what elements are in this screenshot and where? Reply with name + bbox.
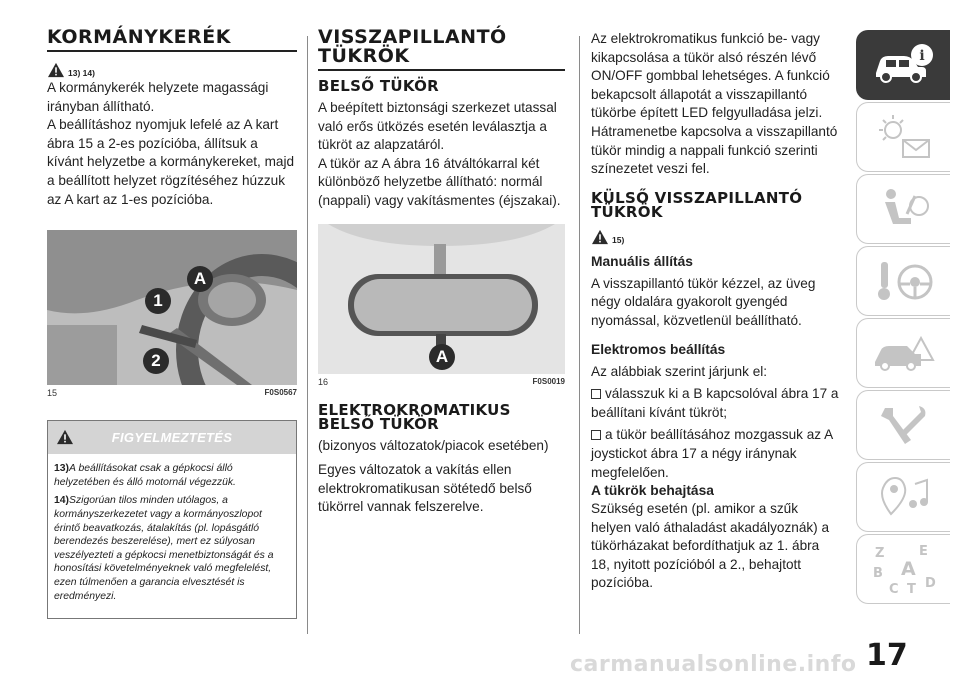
- warning-item: [54, 462, 290, 489]
- warning-triangle-icon: [47, 62, 65, 78]
- warning-item-text: A beállításokat csak a gépkocsi álló helyzetében és álló motornál végezzük.: [54, 463, 236, 488]
- figure-interior-mirror: [318, 224, 565, 374]
- warning-title: FIGYELMEZTETÉS: [111, 430, 233, 446]
- column-mirrors: [318, 28, 565, 517]
- subsection-title-exterior-mirrors-line1: KÜLSŐ VISSZAPILLANTÓ: [591, 188, 803, 207]
- index-letter: T: [906, 582, 916, 597]
- tab-multimedia[interactable]: [856, 462, 950, 532]
- subsection-title-electrochromic-line2: BELSŐ TÜKÖR: [318, 414, 439, 433]
- paragraph: A tükör az A ábra 16 átváltókarral két különböző helyzetbe állítható: normál (nappali) vagy vakításmentes (éjszakai).: [318, 155, 561, 208]
- subsection-title-interior-mirror: BELSŐ TÜKÖR: [318, 77, 439, 95]
- warning-lights-icon: [871, 112, 937, 162]
- warning-item: [54, 494, 290, 603]
- tab-emergency[interactable]: [856, 318, 950, 388]
- callout-a: A: [429, 344, 455, 370]
- subsection-title-exterior-mirrors-line2: TÜKRÖK: [591, 202, 663, 221]
- figure-code: F0S0019: [532, 376, 565, 386]
- warning-triangle-icon: [591, 229, 609, 245]
- index-letter: C: [888, 582, 899, 597]
- warning-triangle-icon: [56, 429, 74, 445]
- paragraph: Az alábbiak szerint járjunk el:: [591, 363, 768, 379]
- figure-code: F0S0567: [264, 388, 297, 398]
- heading-manual-adjustment: Manuális állítás: [591, 253, 693, 269]
- column-exterior-mirrors: [591, 30, 841, 593]
- warning-reference: [591, 223, 841, 245]
- warning-body: [48, 454, 296, 618]
- warning-item-text: Szigorúan tilos minden utólagos, a kormányszerkezetet vagy a kormányoszlopot érintő beavatkozás, átalakítás (pl. lopásgátló berendezés beszerelése), mert ez súlyosan veszélyezteti a gépkocsi menetbiztonságát és a honosítási követelményeknek való megfelelést, ezen túlmenően a garancia elvesztését is eredményezi.: [54, 495, 274, 602]
- key-steering-icon: [871, 256, 937, 306]
- info-glyph: i: [919, 48, 925, 64]
- heading-electric-adjustment: Elektromos beállítás: [591, 341, 726, 357]
- page-number: 17: [866, 638, 908, 673]
- alphabet-index-icon: [869, 541, 939, 597]
- tab-maintenance[interactable]: [856, 390, 950, 460]
- media-nav-icon: [871, 472, 937, 522]
- paragraph: (bizonyos változatok/piacok esetében): [318, 437, 549, 453]
- column-divider-1: [307, 36, 308, 634]
- list-item: [591, 426, 841, 482]
- index-letter: E: [918, 544, 928, 559]
- warning-box: [47, 420, 297, 619]
- paragraph: A kormánykerék helyzete magassági irányban állítható.: [47, 80, 269, 114]
- figure-caption: [47, 388, 297, 398]
- column-steering-wheel: [47, 28, 297, 619]
- callout-1: 1: [145, 288, 171, 314]
- index-letter: A: [900, 558, 916, 580]
- car-info-icon: [870, 43, 936, 87]
- tab-index[interactable]: [856, 534, 950, 604]
- heading-folding-mirrors: A tükrök behajtása: [591, 483, 714, 499]
- figure-number: 16: [318, 376, 329, 387]
- figure-caption: [318, 377, 565, 387]
- warning-ref-numbers: 13) 14): [68, 68, 95, 78]
- callout-a: A: [187, 266, 213, 292]
- paragraph: A beállításhoz nyomjuk lefelé az A kart ábra 15 a 2-es pozícióba, állítsuk a kívánt helyzetbe a kormánykereket, majd a beállított helyzet rögzítéséhez húzzuk az A kart az 1-es pozícióba.: [47, 117, 295, 207]
- seat-airbag-icon: [871, 184, 937, 234]
- bullet-box-icon: [591, 389, 601, 399]
- paragraph: Szükség esetén (pl. amikor a szűk helyen való áthaladást akadályoznák) a tükörházakat befordíthatjuk az 1. ábra 18, nyitott pozícióból a 2., behajtott pozícióba.: [591, 501, 830, 591]
- callout-2: 2: [143, 348, 169, 374]
- list-item: [591, 385, 841, 422]
- title-rule: [47, 50, 297, 52]
- title-rule: [318, 69, 565, 71]
- index-letter: D: [924, 576, 936, 591]
- warning-header: [48, 421, 296, 454]
- paragraph: A visszapillantó tükör kézzel, az üveg négy oldalára gyakorolt gyengéd nyomással, közvetlenül beállítható.: [591, 275, 816, 328]
- section-title-mirrors-line2: TÜKRÖK: [318, 45, 410, 67]
- figure-number: 15: [47, 388, 58, 399]
- tab-car-info[interactable]: [856, 30, 950, 100]
- paragraph: Az elektrokromatikus funkció be- vagy kikapcsolása a tükör alsó részén lévő ON/OFF gombbal lehetséges. A funkció bekapcsolt állapotát a visszapillantó tükörbe épített LED felgyulladása jelzi. Hátramenetbe kapcsolva a visszapillantó tükör mindig a nappali funkció szerinti színezetet veszi fel.: [591, 31, 838, 177]
- steering-lever-illustration: [47, 230, 297, 385]
- section-title-steering-wheel: KORMÁNYKERÉK: [47, 26, 231, 48]
- tools-icon: [871, 400, 937, 450]
- list-item-text: válasszuk ki a B kapcsolóval ábra 17 a beállítani kívánt tükröt;: [591, 386, 839, 420]
- bullet-box-icon: [591, 430, 601, 440]
- section-title-mirrors-line1: VISSZAPILLANTÓ: [318, 26, 507, 48]
- figure-steering-lever: [47, 230, 297, 385]
- warning-item-number: 13): [54, 463, 70, 475]
- tab-warning-lights[interactable]: [856, 102, 950, 172]
- paragraph: A beépített biztonsági szerkezet utassal való erős ütközés esetén leválasztja a tükröt az alapzatáról.: [318, 100, 557, 153]
- subsection-title-electrochromic-line1: ELEKTROKROMATIKUS: [318, 400, 511, 419]
- car-breakdown-icon: [871, 328, 937, 378]
- warning-ref-number: 15): [612, 234, 625, 245]
- index-letter: Z: [874, 546, 884, 561]
- tab-starting-driving[interactable]: [856, 246, 950, 316]
- list-item-text: a tükör beállításához mozgassuk az A joystickot ábra 17 a négy iránynak megfelelően.: [591, 427, 833, 480]
- index-letter: B: [872, 566, 883, 581]
- paragraph: Egyes változatok a vakítás ellen elektrokromatikusan sötétedő belső tükörrel vannak felszerelve.: [318, 462, 532, 515]
- warning-reference: [47, 56, 297, 78]
- warning-item-number: 14): [54, 495, 70, 507]
- watermark: carmanualsonline.info: [570, 652, 857, 677]
- tab-safety[interactable]: [856, 174, 950, 244]
- chapter-sidebar: [856, 30, 960, 606]
- column-divider-2: [579, 36, 580, 634]
